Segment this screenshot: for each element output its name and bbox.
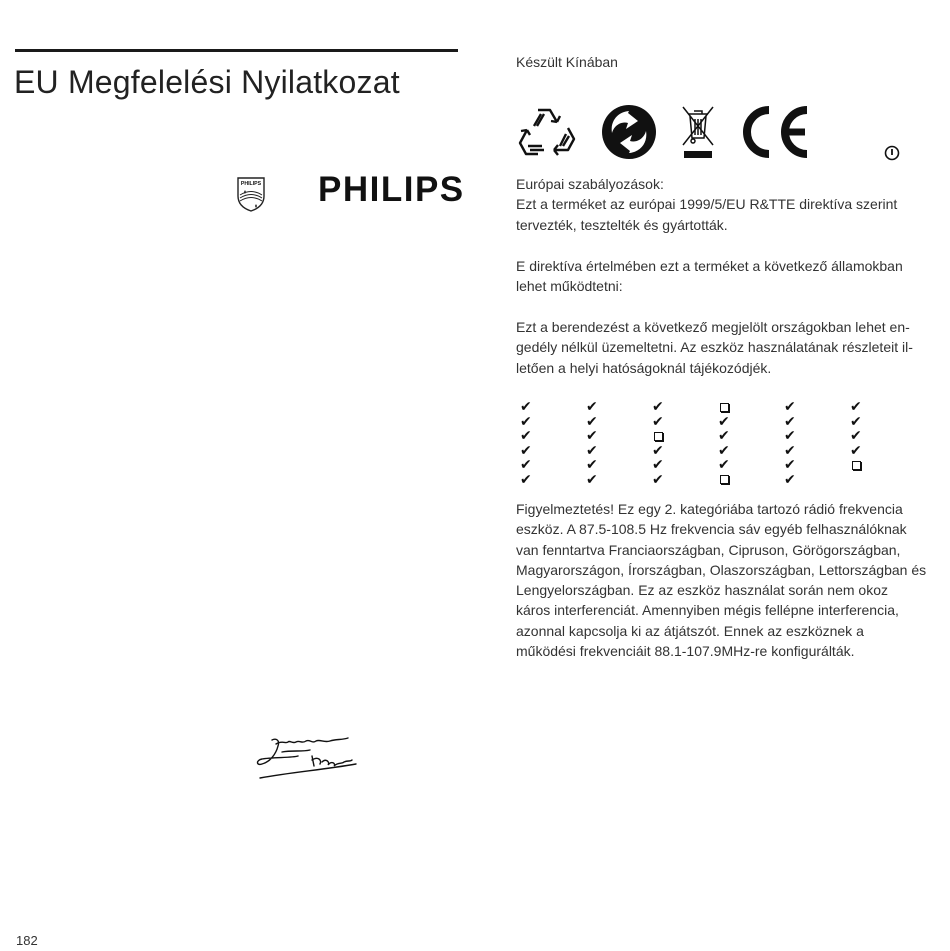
check-mark-icon: ✔ bbox=[784, 428, 796, 445]
check-mark-icon: ✔ bbox=[520, 457, 532, 474]
regulation-line: tervezték, tesztelték és gyártották. bbox=[516, 216, 728, 233]
warning-line: van fenntartva Franciaországban, Cipruson, Görögországban, bbox=[516, 541, 901, 558]
empty-box-icon bbox=[850, 458, 870, 473]
country-grid-column bbox=[520, 400, 540, 488]
warning-line: azonnal kapcsolja ki az átjátszót. Ennek az eszköznek a bbox=[516, 622, 864, 639]
licence-line: letően a helyi hatóságoknál tájékozódjék. bbox=[516, 359, 772, 376]
check-mark-icon: ✔ bbox=[520, 413, 532, 430]
regulation-paragraph bbox=[516, 174, 940, 235]
check-mark-icon: ✔ bbox=[520, 428, 532, 445]
ce-mark-icon bbox=[739, 104, 813, 160]
check-mark-icon: ✔ bbox=[652, 457, 664, 474]
check-mark-icon: ✔ bbox=[652, 442, 664, 459]
shield-text: PHILIPS bbox=[240, 181, 262, 187]
warning-line: eszköz. A 87.5-108.5 Hz frekvencia sáv egyéb felhasználóknak bbox=[516, 521, 907, 538]
philips-shield-logo bbox=[236, 176, 266, 212]
check-mark-icon: ✔ bbox=[850, 428, 862, 445]
empty-box-icon bbox=[718, 400, 738, 415]
check-mark-icon: ✔ bbox=[586, 428, 598, 445]
recycle-icon bbox=[516, 104, 578, 160]
check-mark-icon: ✔ bbox=[586, 471, 598, 488]
check-mark-icon: ✔ bbox=[652, 413, 664, 430]
country-grid-column bbox=[850, 400, 870, 473]
check-mark-icon: ✔ bbox=[652, 399, 664, 415]
licence-line: Ezt a berendezést a következő megjelölt országokban lehet en- bbox=[516, 319, 910, 335]
check-mark-icon: ✔ bbox=[784, 413, 796, 430]
directive-line: lehet működtetni: bbox=[516, 278, 623, 295]
country-grid-column bbox=[718, 400, 738, 488]
warning-line: Lengyelországban. Ez az eszköz használat során nem okoz bbox=[516, 582, 888, 599]
check-mark-icon: ✔ bbox=[718, 413, 730, 430]
check-mark-icon: ✔ bbox=[718, 428, 730, 445]
warning-line: káros interferenciát. Amennyiben mégis fellépne interferencia, bbox=[516, 602, 899, 619]
country-grid-column bbox=[652, 400, 672, 488]
check-mark-icon: ✔ bbox=[652, 471, 664, 488]
check-mark-icon: ✔ bbox=[850, 399, 862, 415]
country-grid-column bbox=[784, 400, 804, 488]
green-dot-icon bbox=[600, 103, 658, 161]
check-mark-icon: ✔ bbox=[784, 471, 796, 488]
warning-line: működési frekvenciáit 88.1-107.9MHz-re konfigurálták. bbox=[516, 643, 855, 660]
title-rule bbox=[15, 49, 458, 52]
check-mark-icon: ✔ bbox=[520, 442, 532, 459]
warning-line: Magyarországon, Írországban, Olaszországban, Lettországban és bbox=[516, 561, 927, 578]
warning-paragraph bbox=[516, 499, 940, 661]
licence-paragraph bbox=[516, 317, 940, 378]
check-mark-icon: ✔ bbox=[520, 471, 532, 488]
philips-wordmark: PHILIPS bbox=[318, 170, 465, 209]
directive-paragraph bbox=[516, 256, 940, 297]
check-mark-icon: ✔ bbox=[718, 442, 730, 459]
licence-line: gedély nélkül üzemeltetni. Az eszköz használatának részleteit il- bbox=[516, 339, 913, 356]
check-mark-icon: ✔ bbox=[586, 413, 598, 430]
check-mark-icon: ✔ bbox=[586, 457, 598, 474]
check-mark-icon: ✔ bbox=[784, 442, 796, 459]
country-grid-column bbox=[586, 400, 606, 488]
page-title: EU Megfelelési Nyilatkozat bbox=[14, 64, 400, 100]
check-mark-icon: ✔ bbox=[586, 399, 598, 415]
warning-line: Figyelmeztetés! Ez egy 2. kategóriába tartozó rádió frekvencia bbox=[516, 501, 903, 517]
made-in-text: Készült Kínában bbox=[516, 54, 618, 70]
directive-line: E direktíva értelmében ezt a terméket a következő államokban bbox=[516, 258, 903, 274]
regulation-line: Ezt a terméket az európai 1999/5/EU R&TTE direktíva szerint bbox=[516, 196, 898, 213]
check-mark-icon: ✔ bbox=[784, 399, 796, 415]
check-mark-icon: ✔ bbox=[784, 457, 796, 474]
regulation-line: Európai szabályozások: bbox=[516, 176, 664, 192]
check-mark-icon: ✔ bbox=[718, 457, 730, 474]
check-mark-icon: ✔ bbox=[586, 442, 598, 459]
handwritten-signature bbox=[252, 730, 362, 785]
page-number: 182 bbox=[16, 933, 38, 948]
weee-crossed-bin-icon bbox=[680, 104, 716, 160]
check-mark-icon: ✔ bbox=[850, 413, 862, 430]
country-grid bbox=[516, 399, 876, 488]
alert-circle-icon bbox=[884, 145, 900, 161]
check-mark-icon: ✔ bbox=[520, 399, 532, 415]
empty-box-icon bbox=[652, 429, 672, 444]
check-mark-icon: ✔ bbox=[850, 442, 862, 459]
empty-box-icon bbox=[718, 473, 738, 488]
